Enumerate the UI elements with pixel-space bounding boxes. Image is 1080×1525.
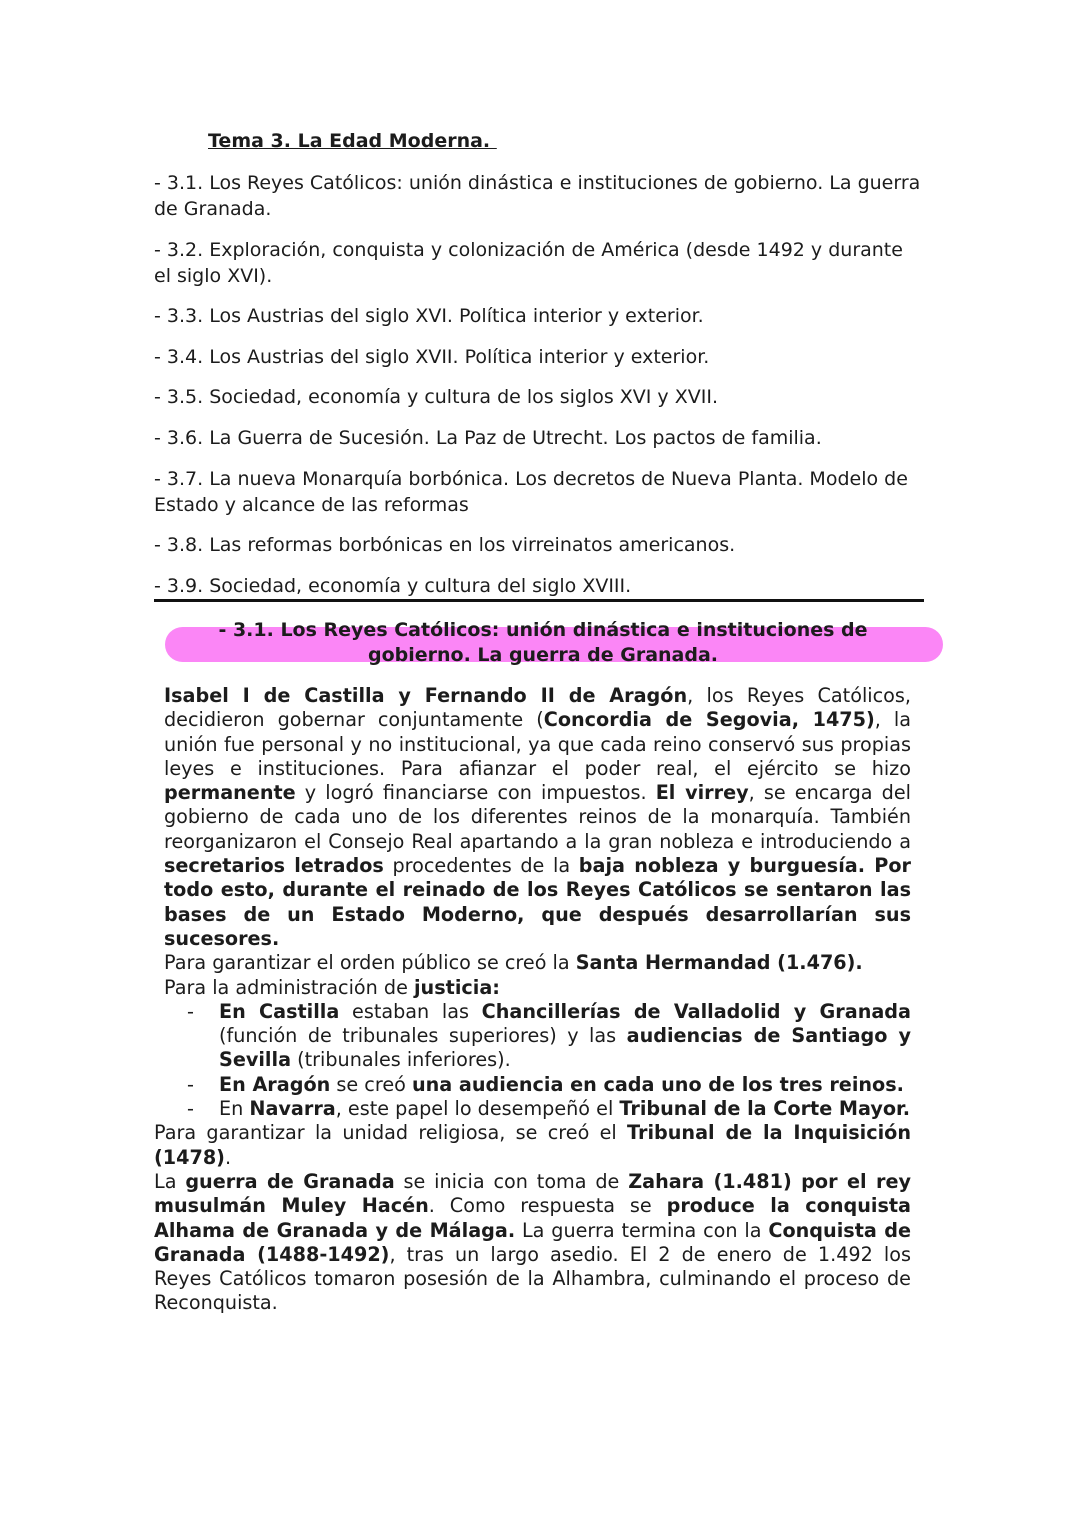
text: , este papel lo desempeñó el	[335, 1097, 620, 1121]
text: .	[224, 1145, 232, 1169]
text: , la unión fue personal y no institucional, ya que cada reino conservó sus propias leyes e instituciones. Para afianzar el poder real, el ejército se hizo	[164, 708, 911, 780]
paragraph-public-order	[154, 951, 911, 975]
text: Para garantizar el orden público se creó la	[164, 951, 576, 975]
topic-item: - 3.3. Los Austrias del siglo XVI. Política interior y exterior.	[154, 305, 704, 328]
paragraph-intro	[154, 684, 911, 951]
text: (tribunales inferiores).	[291, 1048, 511, 1072]
topic-item: - 3.5. Sociedad, economía y cultura de los siglos XVI y XVII.	[154, 386, 718, 409]
text: En	[219, 1097, 250, 1121]
text: estaban las	[339, 999, 482, 1023]
bold-text: baja nobleza y burguesía. Por todo esto, durante el reinado de los Reyes Católicos se sentaron las bases de un Estado Moderno, que después desarrollarían sus sucesores.	[164, 854, 911, 950]
paragraph-inquisition	[154, 1121, 911, 1170]
list-item	[154, 1073, 911, 1097]
topic-item: - 3.9. Sociedad, economía y cultura del siglo XVIII.	[154, 574, 632, 597]
bold-text: una audiencia en cada uno de los tres reinos.	[411, 1072, 904, 1096]
bold-text: Santa Hermandad (1.476).	[575, 951, 863, 975]
paragraph-justice	[154, 976, 911, 1000]
section-heading: - 3.1. Los Reyes Católicos: unión dinástica e instituciones de gobierno. La guerra de Granada.	[218, 619, 868, 666]
bold-text: Conquista de Granada (1488-1492)	[154, 1218, 911, 1266]
bold-text: justicia:	[413, 975, 500, 999]
topic-item: - 3.7. La nueva Monarquía borbónica. Los decretos de Nueva Planta. Modelo de Estado y alcance de las reformas	[154, 467, 908, 516]
text: , tras un largo asedio. El 2 de enero de 1.492 los Reyes Católicos tomaron posesión de la Alhambra, culminando el proceso de Reconquista.	[154, 1242, 911, 1315]
list-item	[154, 1000, 911, 1073]
text: La	[154, 1169, 186, 1193]
text: procedentes de la	[383, 854, 579, 878]
topic-list	[154, 170, 924, 613]
bold-text: Chancillerías de Valladolid y Granada	[481, 999, 911, 1023]
text: , los Reyes Católicos, decidieron gobernar conjuntamente (	[164, 684, 911, 732]
bold-text: permanente	[164, 781, 296, 805]
topic-item: - 3.6. La Guerra de Sucesión. La Paz de Utrecht. Los pactos de familia.	[154, 426, 822, 449]
text: se inicia con toma de	[394, 1169, 629, 1193]
list-dash: -	[187, 999, 194, 1023]
bold-text: Concordia de Segovia, 1475)	[543, 708, 875, 732]
section-body	[154, 684, 911, 1316]
bold-text: produce la conquista Alhama de Granada y de Málaga.	[154, 1194, 911, 1242]
text: La guerra termina con la	[515, 1218, 769, 1242]
bold-text: secretarios letrados	[164, 854, 384, 878]
text: Para la administración de	[164, 975, 414, 999]
text: , se encarga del gobierno de cada uno de los diferentes reinos de la monarquía. También reorganizaron el Consejo Real apartando a la gran nobleza e introduciendo a	[164, 781, 911, 853]
topic-item: - 3.2. Exploración, conquista y colonización de América (desde 1492 y durante el siglo XVI).	[154, 238, 903, 287]
bold-text: En Castilla	[219, 999, 340, 1023]
justice-list	[154, 1000, 911, 1121]
bold-text: audiencias de Santiago y Sevilla	[219, 1024, 912, 1072]
topic-item: - 3.8. Las reformas borbónicas en los virreinatos americanos.	[154, 534, 736, 557]
bold-text: Navarra	[249, 1097, 336, 1121]
bold-text: Tribunal de la Inquisición (1478)	[154, 1121, 911, 1169]
bold-text: El virrey	[655, 781, 749, 805]
text: Para garantizar la unidad religiosa, se creó el	[154, 1121, 627, 1145]
text: se creó	[330, 1072, 412, 1096]
bold-text: En Aragón	[219, 1072, 331, 1096]
bold-text: Isabel I de Castilla y Fernando II de Aragón	[164, 684, 688, 707]
list-item	[154, 1097, 911, 1121]
bold-text: Zahara (1.481) por el rey musulmán Muley Hacén	[154, 1169, 911, 1218]
divider-line	[154, 599, 924, 602]
text: y logró financiarse con impuestos.	[295, 781, 656, 805]
list-dash: -	[187, 1072, 194, 1096]
text: (función de tribunales superiores) y las	[219, 1024, 627, 1048]
page-title: Tema 3. La Edad Moderna.	[208, 130, 497, 152]
bold-text: guerra de Granada	[185, 1169, 395, 1193]
list-dash: -	[187, 1097, 194, 1121]
topic-item: - 3.4. Los Austrias del siglo XVII. Política interior y exterior.	[154, 345, 710, 368]
text: . Como respuesta se	[428, 1194, 667, 1218]
paragraph-granada-war	[154, 1170, 911, 1316]
bold-text: Tribunal de la Corte Mayor.	[619, 1097, 911, 1121]
topic-item: - 3.1. Los Reyes Católicos: unión dinástica e instituciones de gobierno. La guerra de Granada.	[154, 172, 921, 220]
